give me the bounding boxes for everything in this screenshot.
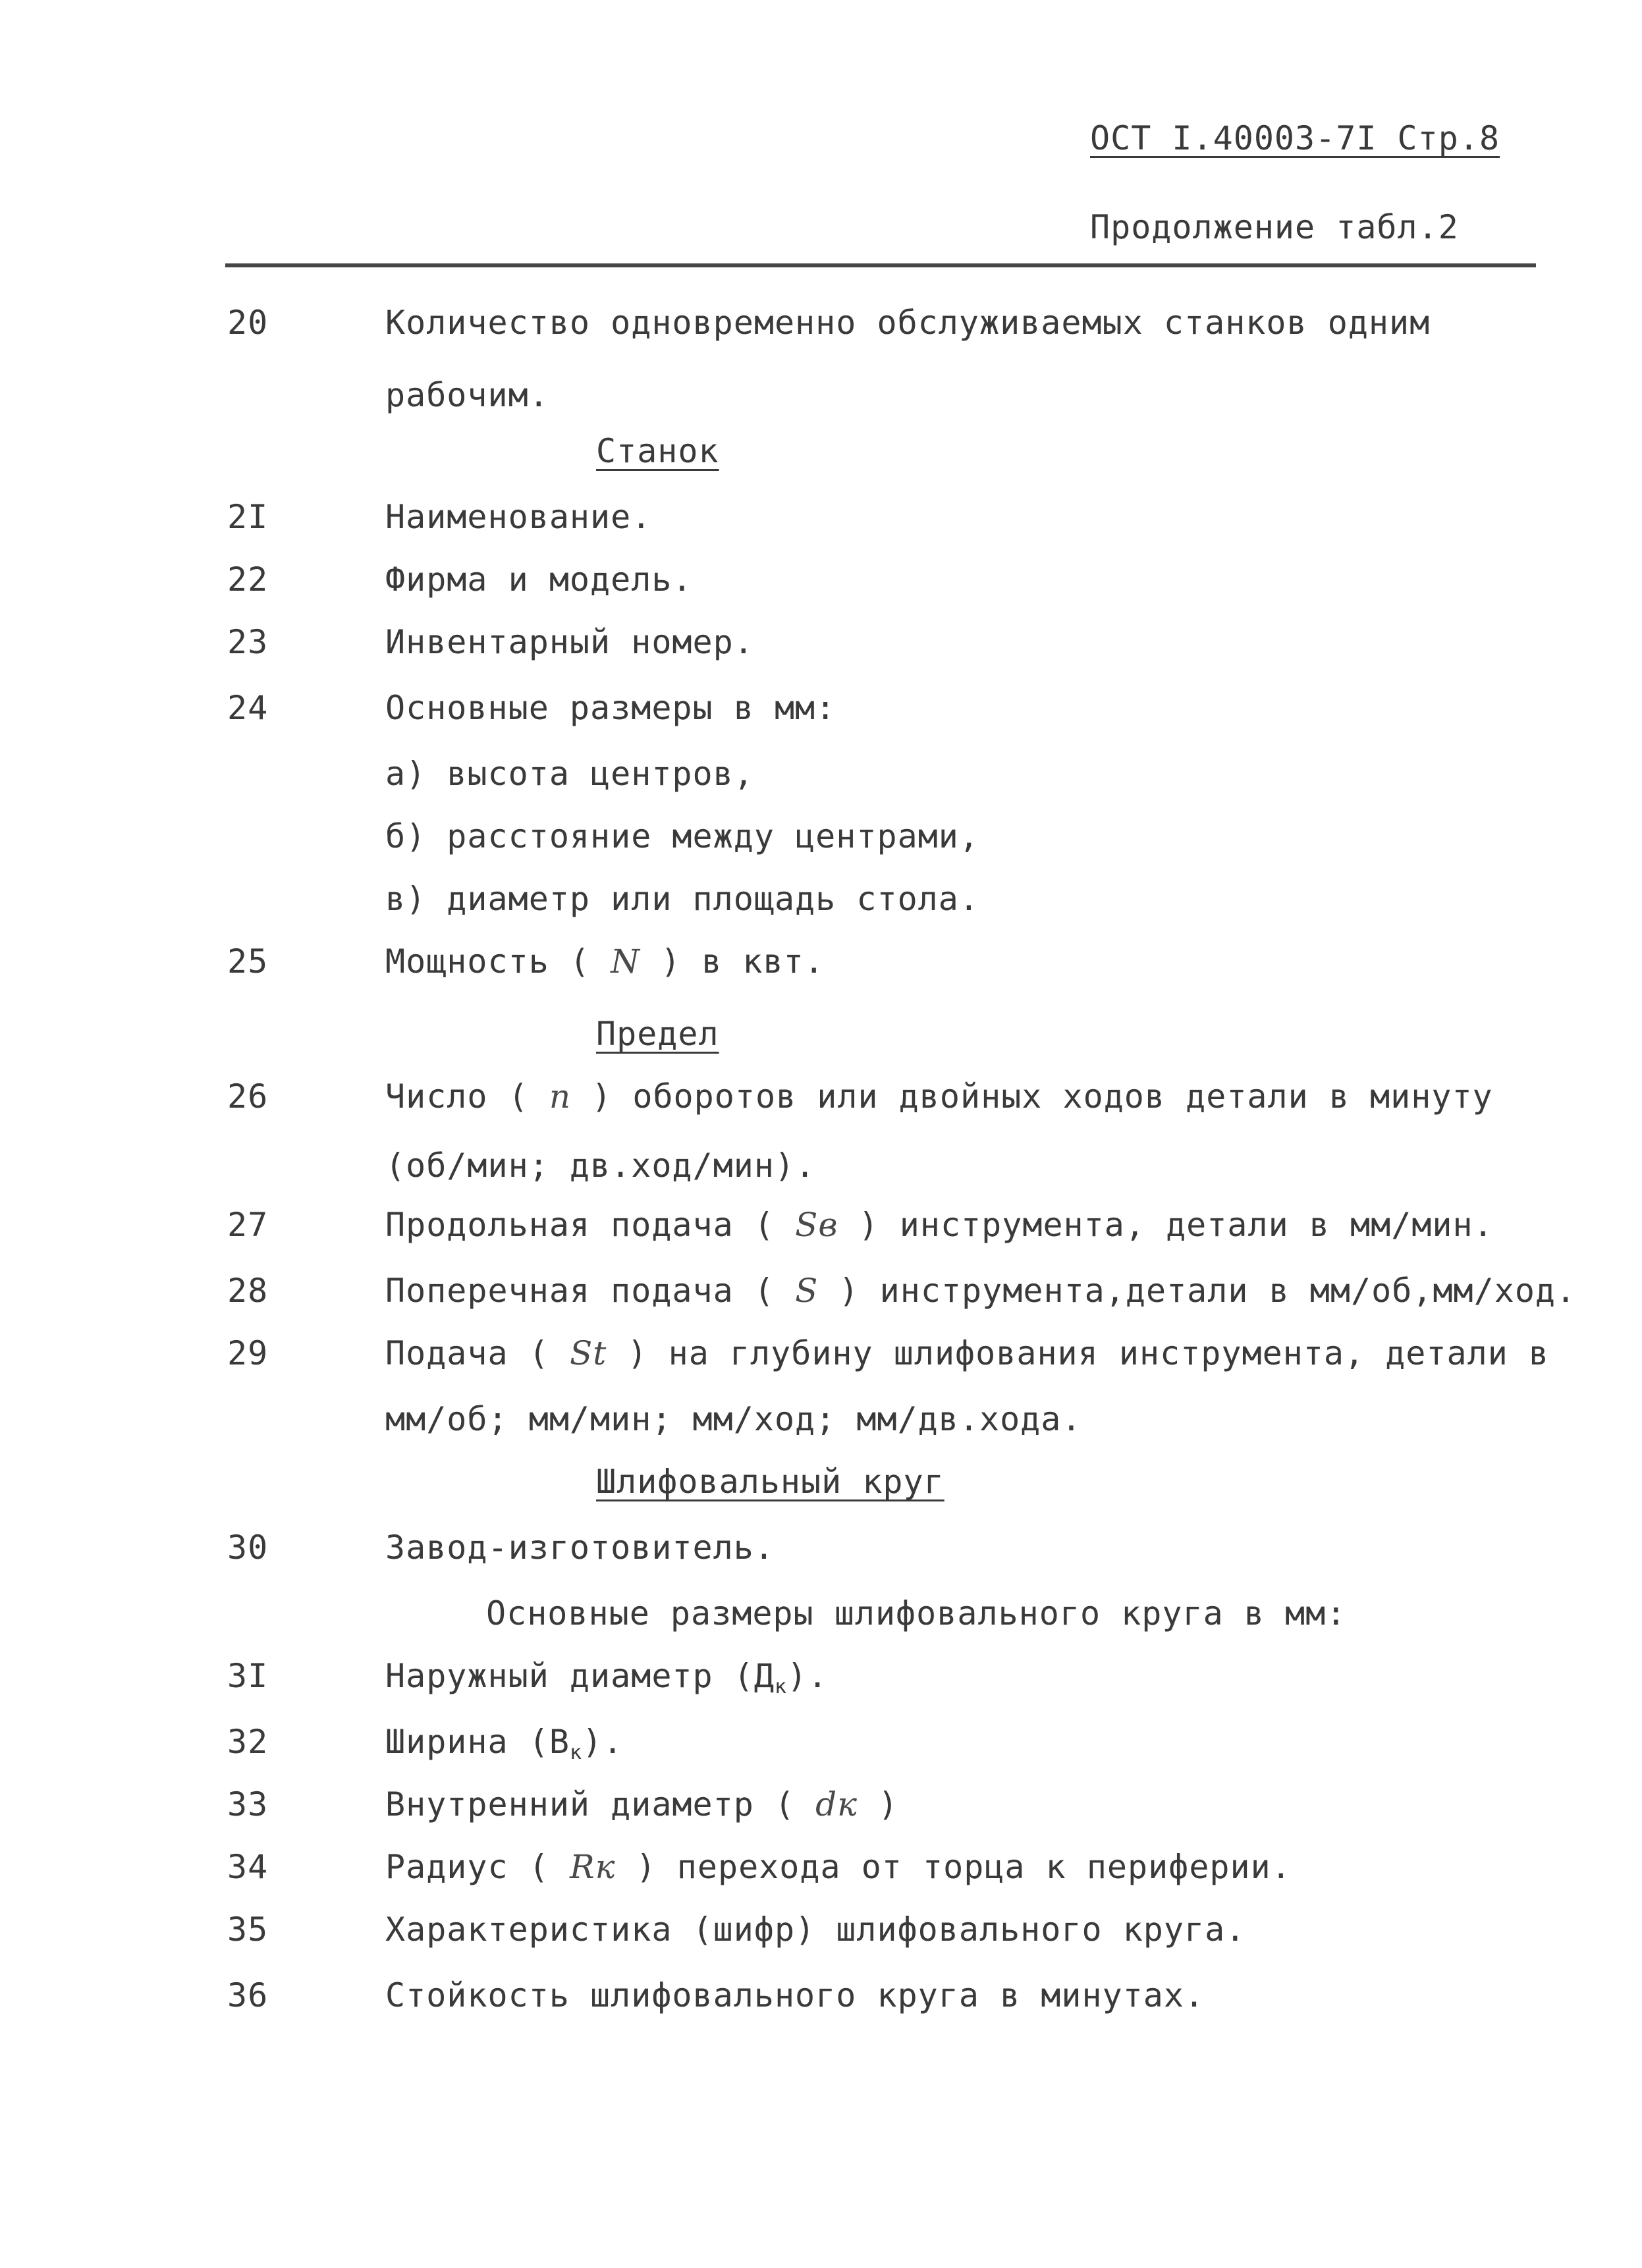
item-text: Наименование. xyxy=(385,498,652,536)
subscript: к xyxy=(774,1675,788,1698)
item-text: рабочим. xyxy=(385,376,549,414)
item-number: 20 xyxy=(227,304,269,342)
item-text xyxy=(385,1334,1550,1372)
item-number: 29 xyxy=(227,1334,269,1372)
item-text: Количество одновременно обслуживаемых станков одним xyxy=(385,304,1431,342)
item-number: 34 xyxy=(227,1848,269,1886)
item-number: 35 xyxy=(227,1910,269,1949)
item-text xyxy=(385,1206,1494,1244)
item-text-tail: ). xyxy=(787,1657,829,1695)
item-number: 3I xyxy=(227,1657,269,1695)
item-text-tail: ) перехода от торца к периферии. xyxy=(636,1848,1292,1886)
item-number: 36 xyxy=(227,1976,269,2014)
item-number: 28 xyxy=(227,1272,269,1310)
item-text-lead: Наружный диаметр (Д xyxy=(385,1657,775,1695)
item-text: Стойкость шлифовального круга в минутах. xyxy=(385,1976,1205,2014)
item-text: Характеристика (шифр) шлифовального круга. xyxy=(385,1910,1246,1949)
item-text xyxy=(385,1848,1292,1886)
item-text-lead: Ширина (В xyxy=(385,1723,570,1761)
item-text: Фирма и модель. xyxy=(385,560,693,599)
section-heading-stanok: Станок xyxy=(596,432,719,470)
item-text xyxy=(385,1272,1577,1310)
item-text: (об/мин; дв.ход/мин). xyxy=(385,1147,816,1185)
item-number: 23 xyxy=(227,623,269,661)
item-text-lead: Поперечная подача ( xyxy=(385,1272,775,1310)
handwritten-symbol: Rк xyxy=(569,1848,616,1886)
item-text xyxy=(385,1785,899,1823)
item-text-tail: ) оборотов или двойных ходов детали в минуту xyxy=(591,1077,1493,1116)
item-text xyxy=(385,1657,829,1698)
item-text: а) высота центров, xyxy=(385,755,754,793)
handwritten-symbol: S xyxy=(795,1272,819,1310)
handwritten-symbol: N xyxy=(611,942,640,981)
item-number: 25 xyxy=(227,942,269,981)
subscript: к xyxy=(569,1741,582,1764)
item-text: Инвентарный номер. xyxy=(385,623,754,661)
item-text: б) расстояние между центрами, xyxy=(385,817,979,855)
item-text-tail: ). xyxy=(582,1723,624,1761)
item-text-lead: Число ( xyxy=(385,1077,529,1116)
item-text-tail: ) на глубину шлифования инструмента, детали в xyxy=(627,1334,1550,1372)
item-text-tail: ) инструмента, детали в мм/мин. xyxy=(858,1206,1494,1244)
item-text xyxy=(385,942,825,981)
handwritten-symbol: Sв xyxy=(795,1206,838,1244)
section-heading-krug: Шлифовальный круг xyxy=(596,1463,944,1501)
item-text: мм/об; мм/мин; мм/ход; мм/дв.хода. xyxy=(385,1400,1082,1438)
item-text: Основные размеры в мм: xyxy=(385,689,836,727)
item-text-lead: Мощность ( xyxy=(385,942,591,981)
item-number: 26 xyxy=(227,1077,269,1116)
item-number: 32 xyxy=(227,1723,269,1761)
section-heading-predel: Предел xyxy=(596,1015,719,1053)
item-number: 30 xyxy=(227,1528,269,1567)
item-number: 22 xyxy=(227,560,269,599)
item-text: Завод-изготовитель. xyxy=(385,1528,775,1567)
item-number: 33 xyxy=(227,1785,269,1823)
item-text-lead: Продольная подача ( xyxy=(385,1206,775,1244)
item-number: 27 xyxy=(227,1206,269,1244)
item-text xyxy=(385,1725,623,1763)
document-reference: ОСТ I.40003-7I Стр.8 xyxy=(1090,119,1500,157)
handwritten-symbol: n xyxy=(549,1077,572,1116)
item-text-lead: Подача ( xyxy=(385,1334,549,1372)
item-text xyxy=(385,1077,1493,1116)
handwritten-symbol: St xyxy=(569,1334,607,1372)
item-text-tail: ) инструмента,детали в мм/об,мм/ход. xyxy=(838,1272,1577,1310)
item-text-lead: Внутренний диаметр ( xyxy=(385,1785,796,1823)
item-text-tail: ) в квт. xyxy=(661,942,825,981)
item-text: в) диаметр или площадь стола. xyxy=(385,880,979,918)
item-text-tail: ) xyxy=(878,1785,899,1823)
item-number: 2I xyxy=(227,498,269,536)
grinding-wheel-dimensions-heading: Основные размеры шлифовального круга в мм: xyxy=(486,1594,1347,1633)
item-text-lead: Радиус ( xyxy=(385,1848,549,1886)
header-rule xyxy=(225,263,1536,267)
table-continuation-label: Продолжение табл.2 xyxy=(1090,208,1459,246)
item-number: 24 xyxy=(227,689,269,727)
handwritten-symbol: dк xyxy=(815,1785,858,1823)
